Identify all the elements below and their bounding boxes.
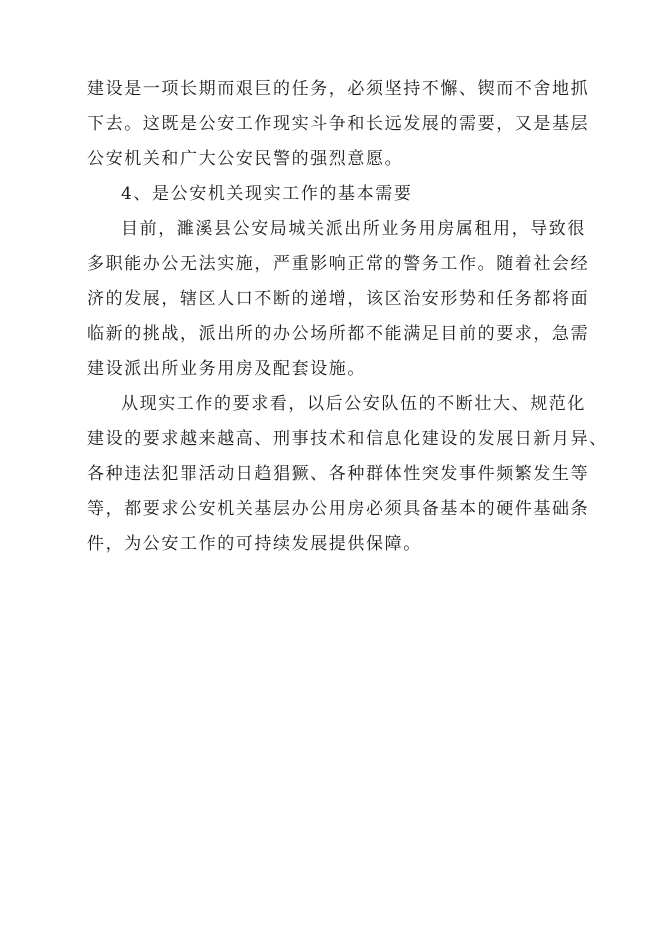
paragraph-line: 公安机关和广大公安民警的强烈意愿。 [87,149,404,169]
section-heading: 4、是公安机关现实工作的基本需要 [121,184,413,204]
paragraph-line: 各种违法犯罪活动日趋猖獗、各种群体性突发事件频繁发生等 [87,464,590,484]
paragraph-line: 从现实工作的要求看，以后公安队伍的不断壮大、规范化 [121,394,586,414]
paragraph-line: 建设是一项长期而艰巨的任务，必须坚持不懈、锲而不舍地抓 [87,79,590,99]
paragraph-line: 临新的挑战，派出所的办公场所都不能满足目前的要求，急需 [87,324,590,344]
paragraph-line: 件，为公安工作的可持续发展提供保障。 [87,534,422,554]
paragraph-line: 多职能办公无法实施，严重影响正常的警务工作。随着社会经 [87,254,590,274]
document-body [87,72,608,562]
paragraph-line: 下去。这既是公安工作现实斗争和长远发展的需要，又是基层 [87,114,590,134]
paragraph-line: 目前，濉溪县公安局城关派出所业务用房属租用，导致很 [121,219,586,239]
paragraph-line: 济的发展，辖区人口不断的递增，该区治安形势和任务都将面 [87,289,590,309]
paragraph-line: 建设派出所业务用房及配套设施。 [87,359,366,379]
paragraph-line: 建设的要求越来越高、刑事技术和信息化建设的发展日新月异、 [87,429,608,449]
paragraph-line: 等，都要求公安机关基层办公用房必须具备基本的硬件基础条 [87,499,590,519]
